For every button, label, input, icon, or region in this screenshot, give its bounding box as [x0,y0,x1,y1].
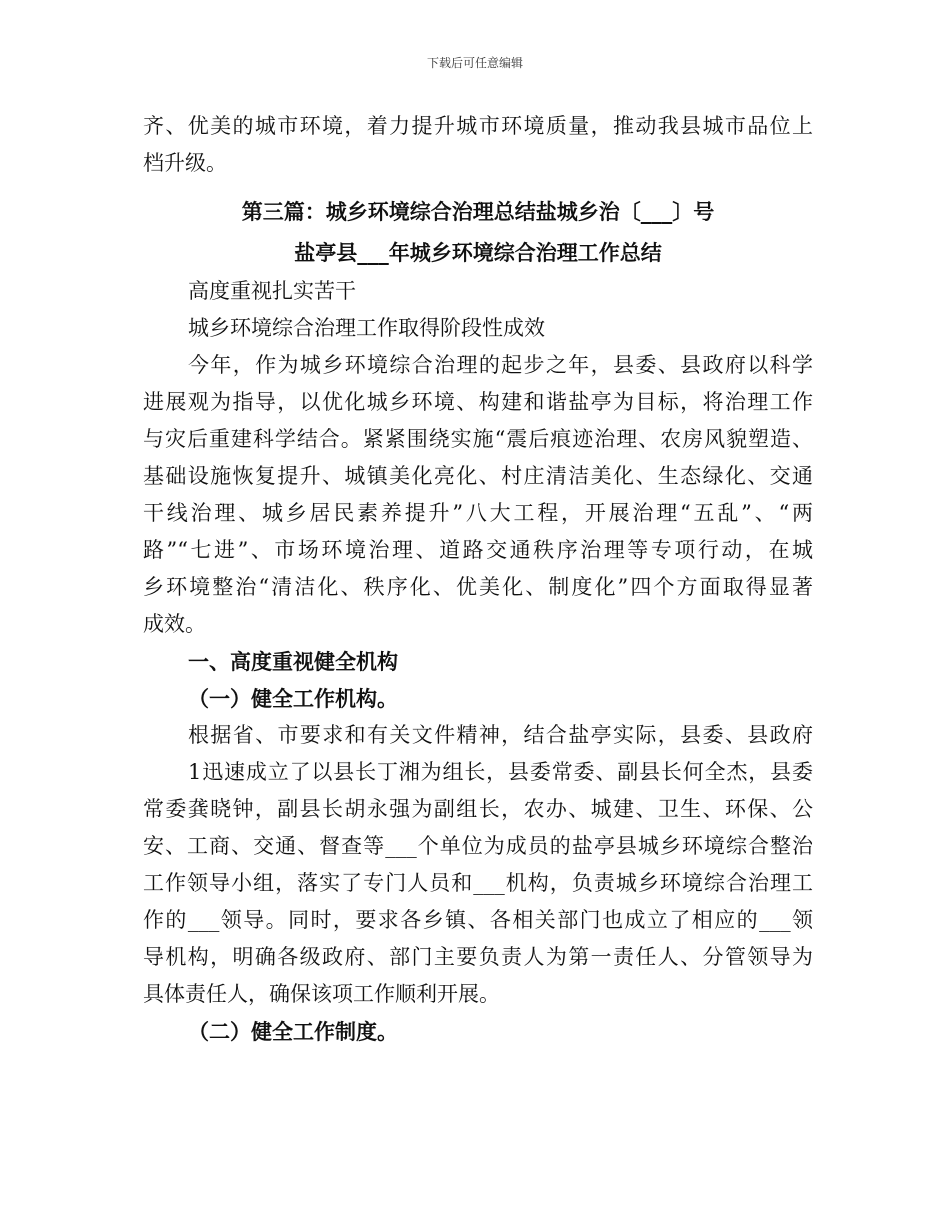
paragraph-line: 1迅速成立了以县长丁湘为组长，县委常委、副县长何全杰，县委 [188,760,813,784]
paragraph-line: 作的___领导。同时，要求各乡镇、各相关部门也成立了相应的___领 [143,908,813,932]
paragraph-line: 成效。 [143,612,206,636]
subsection-heading: （一）健全工作机构。 [188,686,398,711]
paragraph-line: 安、工商、交通、督查等___个单位为成员的盐亭县城乡环境综合整治 [143,834,813,858]
paragraph-line: 工作领导小组，落实了专门人员和___机构，负责城乡环境综合治理工 [143,871,813,895]
paragraph-line: 齐、优美的城市环境，着力提升城市环境质量，推动我县城市品位上 [143,114,813,138]
paragraph-line: 今年，作为城乡环境综合治理的起步之年，县委、县政府以科学 [188,353,813,377]
section-heading: 一、高度重视健全机构 [188,649,398,674]
subtitle-line: 城乡环境综合治理工作取得阶段性成效 [188,316,545,340]
page-header: 下载后可任意编辑 [426,56,523,70]
subtitle-line: 高度重视扎实苦干 [188,279,356,303]
paragraph-line: 干线治理、城乡居民素养提升”八大工程，开展治理“五乱”、“两 [143,501,813,525]
document-title: 盐亭县___年城乡环境综合治理工作总结 [294,240,662,265]
paragraph-line: 常委龚晓钟，副县长胡永强为副组长，农办、城建、卫生、环保、公 [143,797,813,821]
paragraph-line: 基础设施恢复提升、城镇美化亮化、村庄清洁美化、生态绿化、交通 [143,464,813,488]
section-title: 第三篇：城乡环境综合治理总结盐城乡治〔___〕号 [241,199,715,224]
paragraph-line: 档升级。 [143,151,227,175]
paragraph-line: 进展观为指导，以优化城乡环境、构建和谐盐亭为目标，将治理工作 [143,390,813,414]
paragraph-line: 导机构，明确各级政府、部门主要负责人为第一责任人、分管领导为 [143,945,813,969]
paragraph-line: 乡环境整治“清洁化、秩序化、优美化、制度化”四个方面取得显著 [143,575,813,599]
paragraph-line: 根据省、市要求和有关文件精神，结合盐亭实际，县委、县政府 [188,723,813,747]
paragraph-line: 路”“七进”、市场环境治理、道路交通秩序治理等专项行动，在城 [143,538,813,562]
paragraph-line: 具体责任人，确保该项工作顺利开展。 [143,982,500,1006]
subsection-heading: （二）健全工作制度。 [188,1019,398,1044]
document-body [143,108,813,1050]
paragraph-line: 与灾后重建科学结合。紧紧围绕实施“震后痕迹治理、农房风貌塑造、 [143,427,813,451]
